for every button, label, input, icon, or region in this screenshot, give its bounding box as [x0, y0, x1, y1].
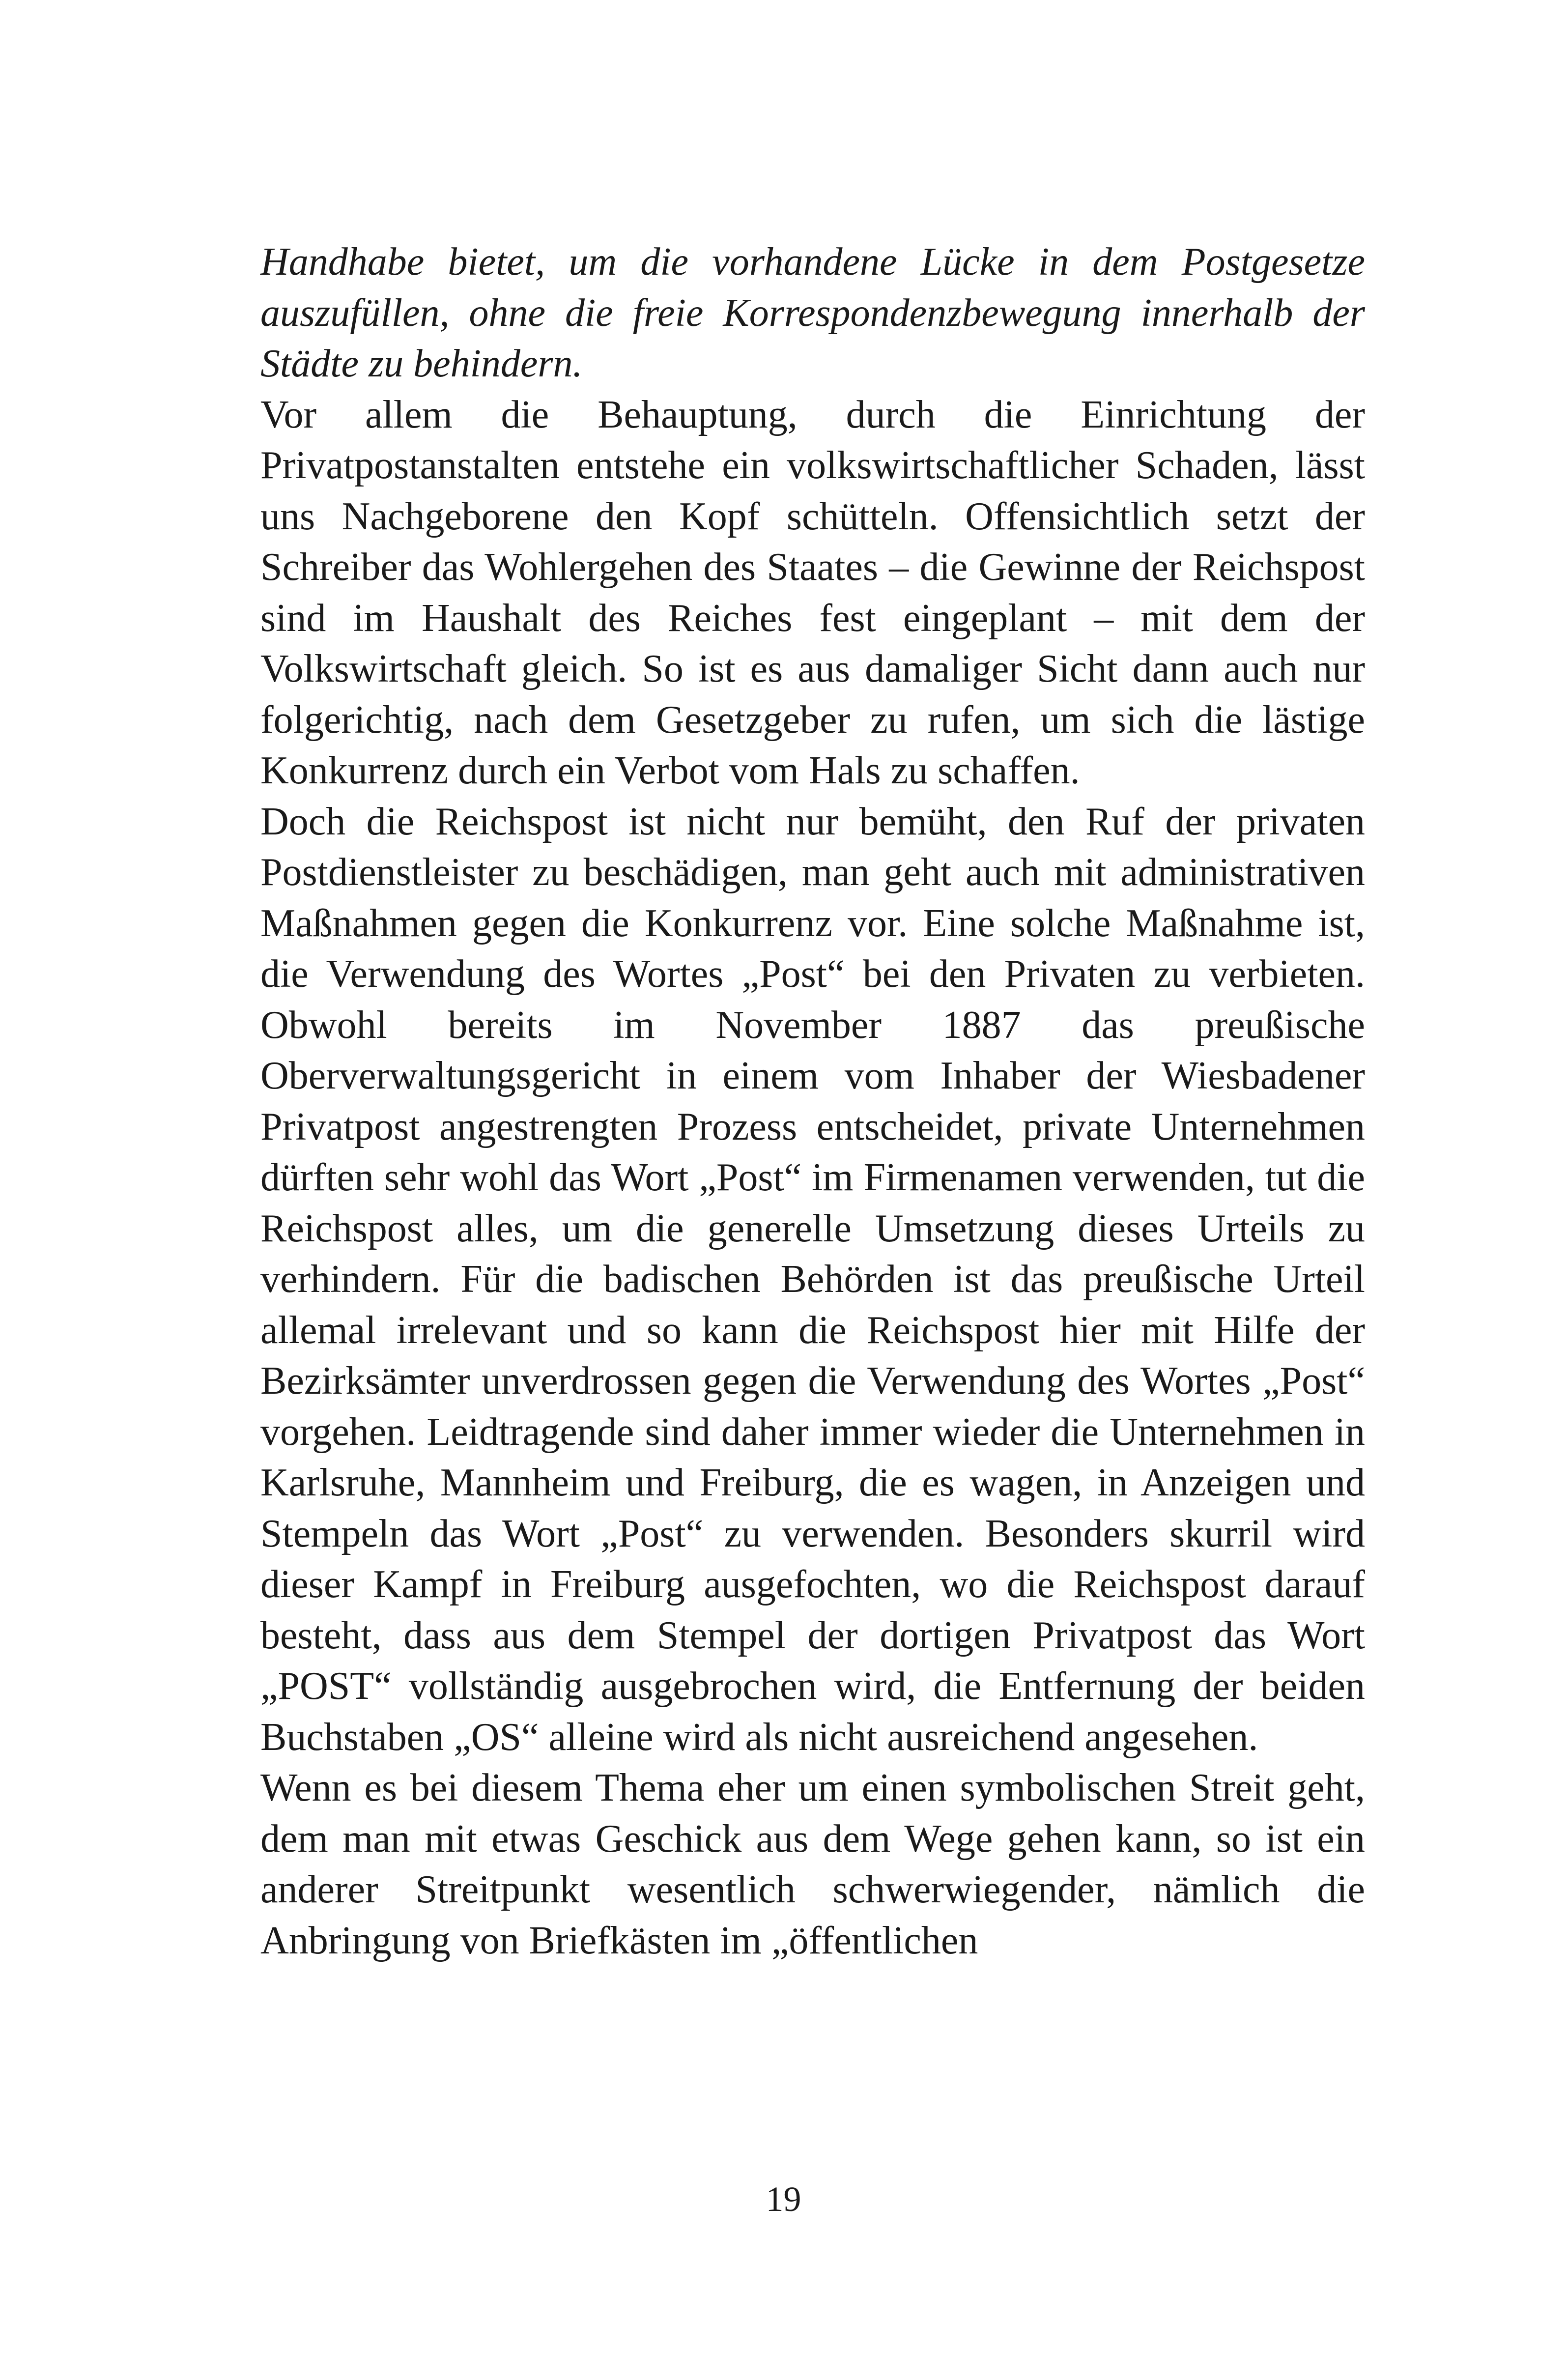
paragraph-quote-end: Handhabe bietet, um die vorhandene Lücke in dem Postgesetze auszufüllen, ohne die freie Korrespondenzbewegung innerhalb der Städte zu behindern.: [260, 240, 1365, 385]
paragraph-wort-post: Doch die Reichspost ist nicht nur bemüht, den Ruf der privaten Postdienstleister zu beschädigen, man geht auch mit administrativen Maßnahmen gegen die Konkurrenz vor. Eine solche Maßnahme ist, die Verwendung des Wortes „Post“ bei den Privaten zu verbieten. Obwohl bereits im November 1887 das preußische Oberverwaltungsgericht in einem vom Inhaber der Wiesbadener Privatpost angestrengten Prozess entscheidet, private Unternehmen dürften sehr wohl das Wort „Post“ im Firmenamen verwenden, tut die Reichspost alles, um die generelle Umsetzung dieses Urteils zu verhindern. Für die badischen Behörden ist das preußische Urteil allemal irrelevant und so kann die Reichspost hier mit Hilfe der Bezirksämter unverdrossen gegen die Verwendung des Wortes „Post“ vorgehen. Leidtragende sind daher immer wieder die Unternehmen in Karlsruhe, Mannheim und Freiburg, die es wagen, in Anzeigen und Stempeln das Wort „Post“ zu verwenden. Besonders skurril wird dieser Kampf in Freiburg ausgefochten, wo die Reichspost darauf besteht, dass aus dem Stempel der dortigen Privatpost das Wort „POST“ vollständig ausgebrochen wird, die Entfernung der beiden Buchstaben „OS“ alleine wird als nicht ausreichend angesehen.: [260, 800, 1365, 1759]
body-text: [260, 237, 1365, 1966]
page-number: 19: [766, 2179, 801, 2219]
paragraph-volkswirtschaft: Vor allem die Behauptung, durch die Einrichtung der Privatpostanstalten entstehe ein volkswirtschaftlicher Schaden, lässt uns Nachgeborene den Kopf schütteln. Offensichtlich setzt der Schreiber das Wohlergehen des Staates – die Gewinne der Reichspost sind im Haushalt des Reiches fest eingeplant – mit dem der Volkswirtschaft gleich. So ist es aus damaliger Sicht dann auch nur folgerichtig, nach dem Gesetzgeber zu rufen, um sich die lästige Konkurrenz durch ein Verbot vom Hals zu schaffen.: [260, 393, 1365, 792]
paragraph-briefkaesten: Wenn es bei diesem Thema eher um einen symbolischen Streit geht, dem man mit etwas Geschick aus dem Wege gehen kann, so ist ein anderer Streitpunkt wesentlich schwerwiegender, nämlich die Anbringung von Briefkästen im „öffentlichen: [260, 1766, 1365, 1962]
